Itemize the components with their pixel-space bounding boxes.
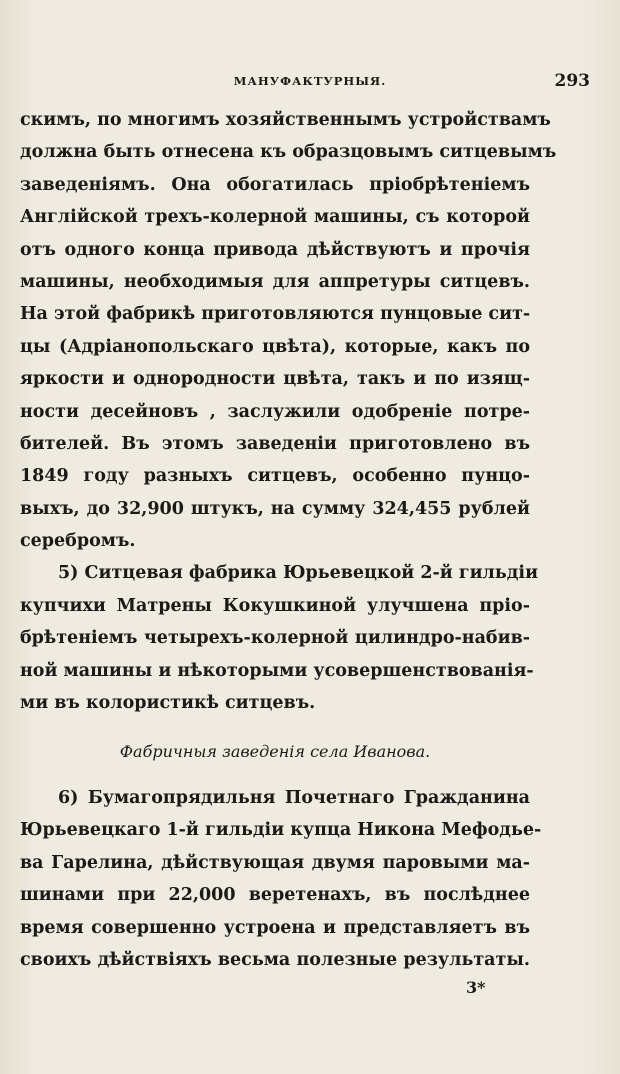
text-line: 5) Ситцевая фабрика Юрьевецкой 2-й гильдіи xyxy=(58,563,539,584)
text-line: брѣтеніемъ четырехъ-колерной цилиндро-набив- xyxy=(20,628,530,649)
text-line: ми въ колористикѣ ситцевъ. xyxy=(20,693,316,714)
text-line: шинами при 22,000 веретенахъ, въ послѣднее xyxy=(20,885,530,906)
text-line: время совершенно устроена и представляетъ въ xyxy=(20,917,530,938)
text-line: бителей. Въ этомъ заведеніи приготовлено въ xyxy=(20,433,530,454)
text-line: яркости и однородности цвѣтa, такъ и по изящ- xyxy=(20,369,530,390)
running-title: МАНУФАКТУРНЫЯ. xyxy=(233,74,387,88)
text-line: ной машины и нѣкоторыми усовершенствованія- xyxy=(20,660,534,681)
text-line: ва Гарелина, дѣйствующая двумя паровыми ма- xyxy=(20,852,530,873)
text-line: машины, необходимыя для аппретуры ситцевъ. xyxy=(20,271,530,292)
text-line: 1849 году разныхъ ситцевъ, особенно пунцо- xyxy=(20,466,530,487)
text-line: должна быть отнесена къ образцовымъ ситцевымъ xyxy=(20,142,557,163)
text-line: серебромъ. xyxy=(20,531,136,552)
text-line: купчихи Матрены Кокушкиной улучшена пріо- xyxy=(20,595,530,616)
text-line: выхъ, до 32,900 штукъ, на сумму 324,455 рублей xyxy=(20,498,530,519)
text-line: заведеніямъ. Она обогатилась пріобрѣтеніемъ xyxy=(20,174,530,195)
signature-mark: 3* xyxy=(466,978,486,997)
text-line: На этой фабрикѣ приготовляются пунцовые сит- xyxy=(20,304,531,325)
text-line: своихъ дѣйствіяхъ весьма полезные результаты. xyxy=(20,949,530,970)
text-line: скимъ, по многимъ хозяйственнымъ устройствамъ xyxy=(20,110,551,130)
section-text xyxy=(20,782,542,976)
body-text xyxy=(20,104,557,719)
text-line: ности десейновъ , заслужили одобреніе потре- xyxy=(20,401,530,422)
text-line: 6) Бумагопрядильня Почетнаго Гражданина xyxy=(58,788,530,808)
running-head xyxy=(20,71,600,94)
text-line: отъ одного конца привода дѣйствуютъ и прочія xyxy=(20,239,530,260)
page-number: 293 xyxy=(554,71,590,91)
text-line: цы (Адріанопольскаго цвѣта), которые, какъ по xyxy=(20,336,530,357)
text-line: Англійской трехъ-колерной машины, съ которой xyxy=(20,207,530,228)
text-line: Юрьевецкаго 1-й гильдіи купца Никона Мефодье- xyxy=(20,820,542,841)
section-heading: Фабричныя заведенія села Иванова. xyxy=(119,742,431,761)
